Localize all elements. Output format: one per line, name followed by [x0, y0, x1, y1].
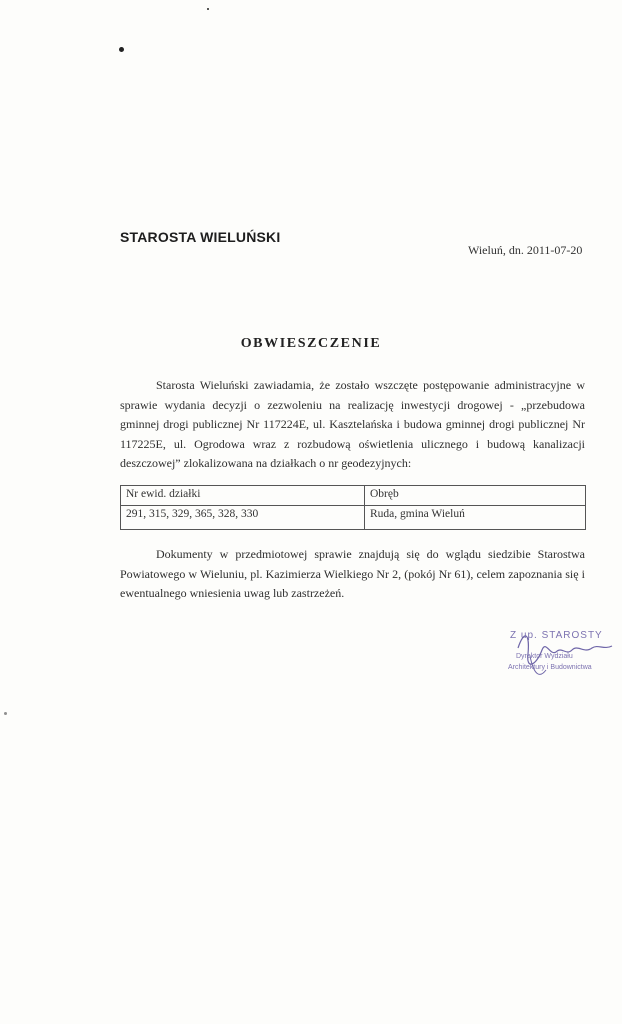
parcels-table [120, 485, 586, 530]
document-title: OBWIESZCZENIE [240, 336, 382, 351]
official-stamp [500, 626, 622, 686]
table-header-parcel: Nr ewid. działki [121, 486, 365, 506]
table-header-district: Obręb [365, 486, 586, 506]
document-date: Wieluń, dn. 2011-07-20 [468, 243, 583, 257]
stamp-line-1: Z up. STAROSTY [510, 630, 603, 641]
notice-paragraph-2: Dokumenty w przedmiotowej sprawie znajdują się do wglądu siedzibie Starostwa Powiatowego w Wieluniu, pl. Kazimierza Wielkiego Nr 2, (pokój Nr 61), celem zapoznania się i ewentualnego wniesienia uwag lub zastrzeżeń. [120, 547, 585, 601]
notice-paragraph-1: Starosta Wieluński zawiadamia, że zostało wszczęte postępowanie administracyjne w sprawie wydania decyzji o zezwoleniu na realizację inwestycji drogowej - „przebudowa gminnej drogi publicznej Nr 117224E, ul. Kasztelańska i budowa gminnej drogi publicznej Nr 117225E, ul. Ogrodowa wraz z rozbudową oświetlenia ulicznego i budową kanalizacji deszczowej” zlokalizowana na działkach o nr geodezyjnych: [120, 378, 585, 471]
stamp-line-2: Dyrektor Wydziału [516, 653, 573, 660]
stamp-line-3: Architektury i Budownictwa [508, 664, 592, 671]
table-cell-district: Ruda, gmina Wieluń [365, 506, 586, 530]
table-row [121, 506, 586, 530]
table-cell-parcels: 291, 315, 329, 365, 328, 330 [121, 506, 365, 530]
issuer-heading: STAROSTA WIELUŃSKI [120, 229, 281, 245]
scan-speck [207, 8, 209, 10]
signature-scribble [500, 626, 622, 686]
table-header-row [121, 486, 586, 506]
scan-speck [4, 712, 7, 715]
scan-speck [119, 47, 124, 52]
